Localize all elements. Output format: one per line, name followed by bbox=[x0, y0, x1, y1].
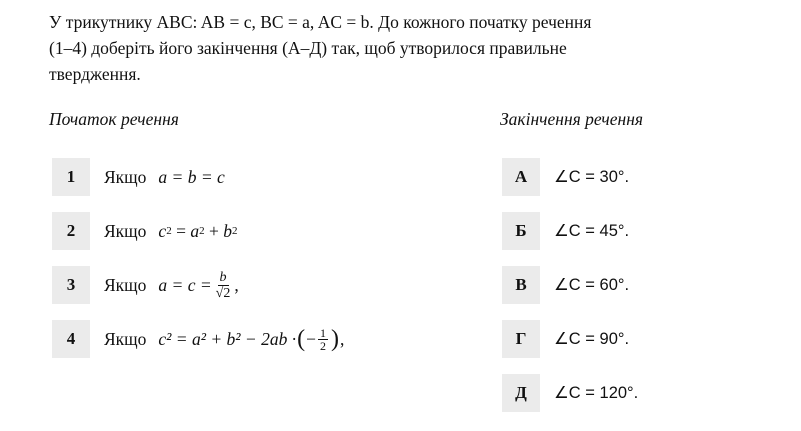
task-line-1: У трикутнику ABC: AB = c, BC = a, AC = b. До кожного початку речення bbox=[49, 12, 592, 32]
ending-text: ∠C = 120°. bbox=[554, 384, 639, 402]
fraction: $\frac{1}{2}$ bbox=[319, 325, 326, 353]
start-number: 1 bbox=[52, 158, 90, 196]
task-line-3: твердження. bbox=[49, 64, 141, 84]
start-number: 3 bbox=[52, 266, 90, 304]
ending-text: ∠C = 30°. bbox=[554, 168, 630, 186]
ending-row-b bbox=[502, 212, 629, 250]
ending-letter: Б bbox=[502, 212, 540, 250]
start-label: Якщо bbox=[104, 328, 147, 349]
start-row-2 bbox=[52, 212, 237, 250]
task-statement bbox=[49, 9, 769, 87]
ending-text: ∠C = 90°. bbox=[554, 330, 630, 348]
ending-text: ∠C = 45°. bbox=[554, 222, 630, 240]
start-row-3 bbox=[52, 266, 239, 304]
header-sentence-start: Початок речення bbox=[49, 109, 179, 129]
start-label: Якщо bbox=[104, 220, 147, 241]
start-expression: c 2 = a 2 + b 2 bbox=[158, 220, 238, 241]
ending-letter: Д bbox=[502, 374, 540, 412]
start-row-1 bbox=[52, 158, 225, 196]
header-sentence-end: Закінчення речення bbox=[500, 109, 644, 129]
start-number: 4 bbox=[52, 320, 90, 358]
start-label: Якщо bbox=[104, 166, 147, 187]
start-expression: a = c = $\frac{b}{√2}$ , bbox=[158, 269, 239, 301]
start-row-4 bbox=[52, 320, 344, 358]
task-line-2: (1–4) доберіть його закінчення (А–Д) так, щоб утворилося правильне bbox=[49, 38, 567, 58]
ending-letter: В bbox=[502, 266, 540, 304]
start-label: Якщо bbox=[104, 274, 147, 295]
ending-row-d bbox=[502, 374, 638, 412]
ending-row-v bbox=[502, 266, 629, 304]
ending-letter: А bbox=[502, 158, 540, 196]
fraction: $\frac{b}{√2}$ bbox=[215, 269, 231, 301]
ending-row-a bbox=[502, 158, 629, 196]
start-expression: a = b = c bbox=[158, 166, 225, 187]
start-expression: c² = a² + b² − 2ab · ( − $\frac{1}{2}$ ) , bbox=[158, 325, 345, 353]
ending-text: ∠C = 60°. bbox=[554, 276, 630, 294]
start-number: 2 bbox=[52, 212, 90, 250]
ending-row-g bbox=[502, 320, 629, 358]
ending-letter: Г bbox=[502, 320, 540, 358]
